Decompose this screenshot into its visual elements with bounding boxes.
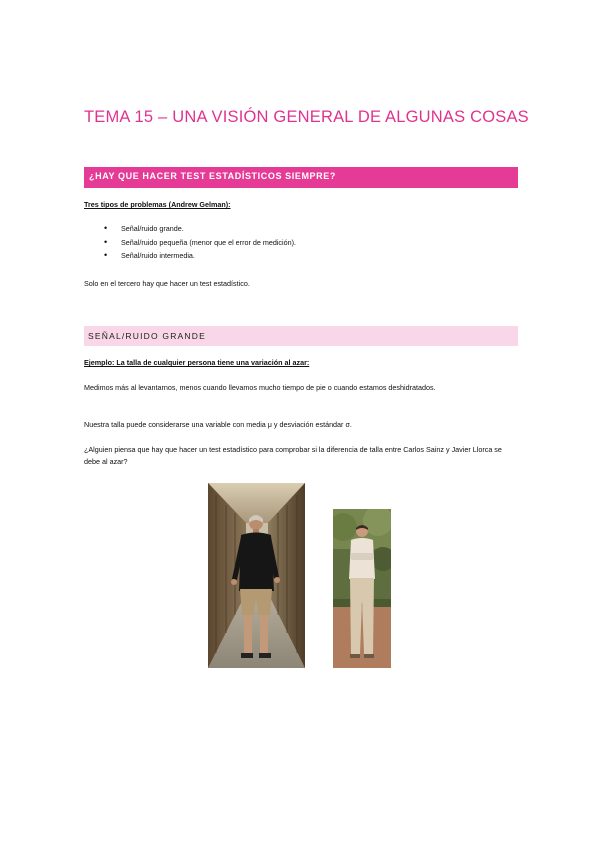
section-heading: ¿HAY QUE HACER TEST ESTADÍSTICOS SIEMPRE? [89, 171, 336, 181]
question-paragraph: ¿Alguien piensa que hay que hacer un test estadístico para comprobar si la diferencia de talla entre Carlos Sainz y Javier Llorca se debe al azar? [84, 445, 502, 466]
list-item: • Señal/ruido intermedia. [104, 249, 296, 263]
bullet-list [104, 222, 296, 263]
note-paragraph: Solo en el tercero hay que hacer un test estadístico. [84, 279, 250, 288]
photo-person-corridor [208, 483, 305, 668]
photo-person-outdoor [333, 509, 391, 668]
subsection-heading: SEÑAL/RUIDO GRANDE [88, 331, 206, 341]
example-heading: Ejemplo: La talla de cualquier persona tiene una variación al azar: [84, 358, 310, 367]
list-item: • Señal/ruido grande. [104, 222, 296, 236]
section-heading-bar [84, 167, 518, 188]
subsection-heading-bar [84, 326, 518, 346]
list-item: • Señal/ruido pequeña (menor que el error de medición). [104, 236, 296, 250]
paragraph: Medimos más al levantarnos, menos cuando llevamos mucho tiempo de pie o cuando estamos deshidratados. [84, 383, 436, 392]
page-title: TEMA 15 – UNA VISIÓN GENERAL DE ALGUNAS COSAS [84, 108, 529, 126]
paragraph: Nuestra talla puede considerarse una variable con media μ y desviación estándar σ. [84, 420, 352, 429]
section-subheading: Tres tipos de problemas (Andrew Gelman): [84, 200, 231, 209]
